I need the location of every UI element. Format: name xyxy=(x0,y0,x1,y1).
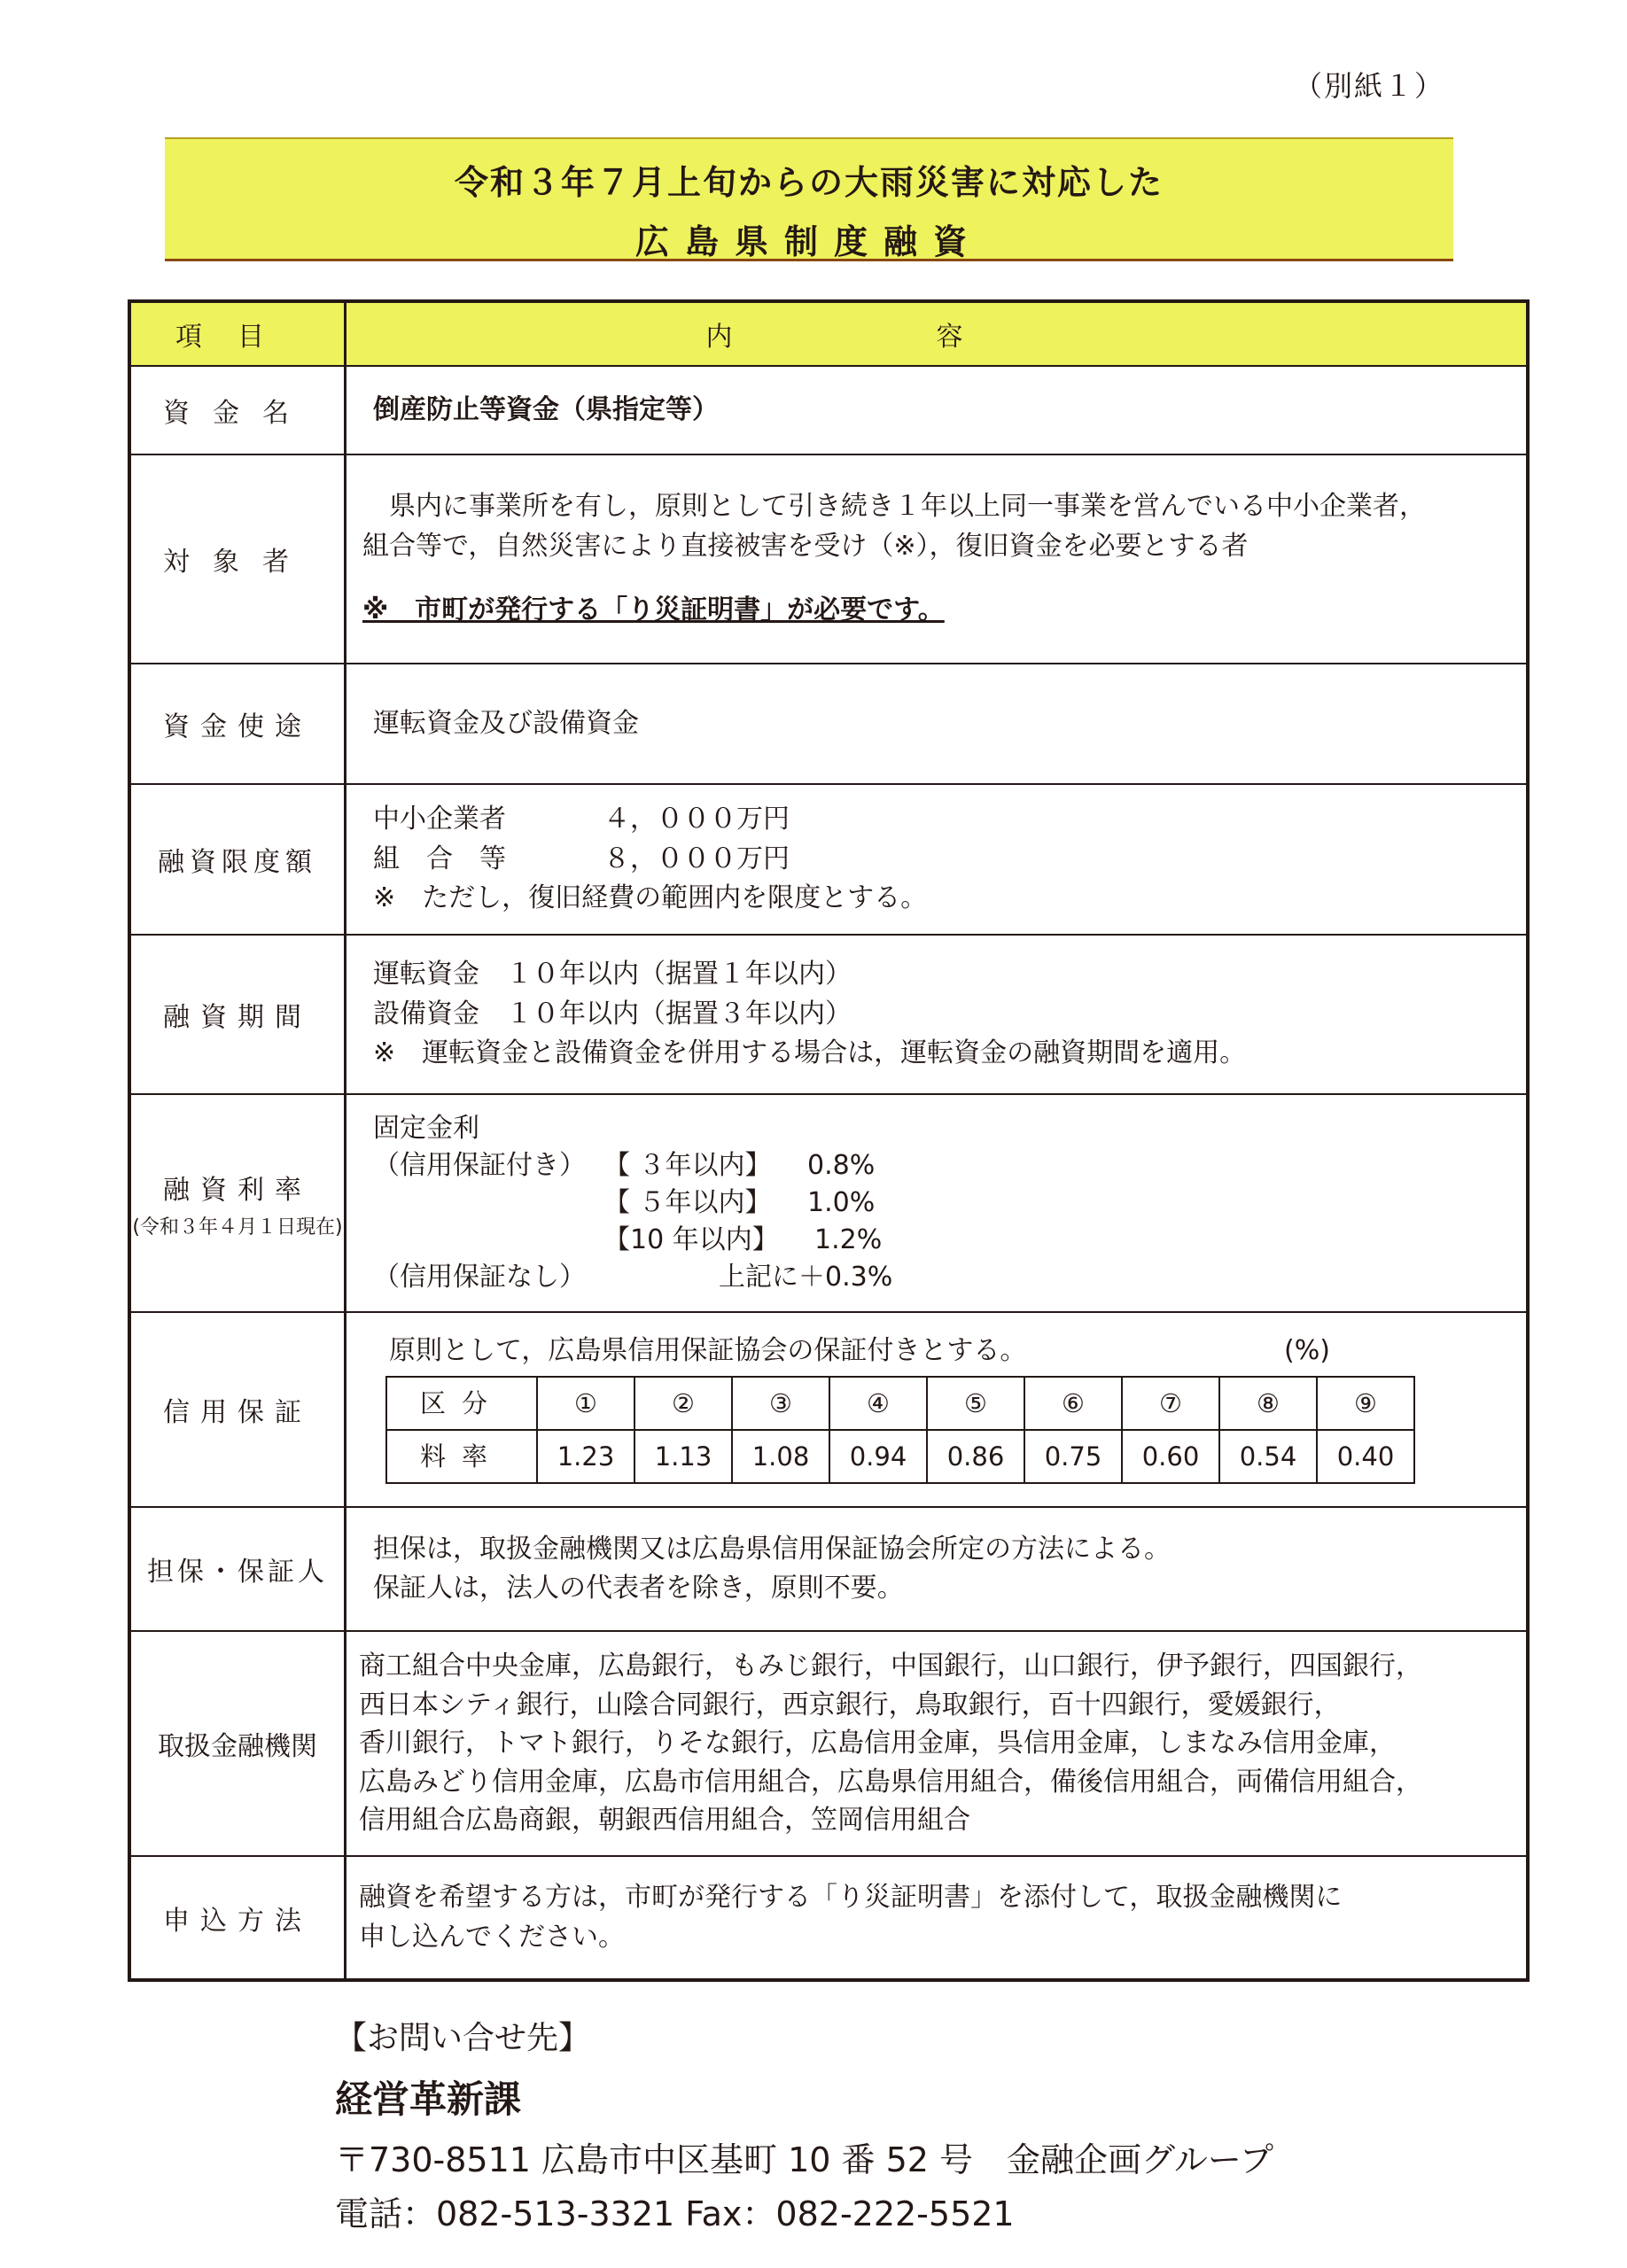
limit-name-1: 中小企業者 xyxy=(373,804,506,835)
limit-amount-2: ８，０００万円 xyxy=(603,843,790,874)
bank-list-line: 信用組合広島商銀，朝銀西信用組合，笠岡信用組合 xyxy=(359,1805,970,1837)
fee-rate: 1.08 xyxy=(732,1430,829,1483)
fee-category: ⑥ xyxy=(1024,1377,1122,1430)
label-banks: 取扱金融機関 xyxy=(129,1631,346,1856)
contact-department: 経営革新課 xyxy=(335,2078,522,2121)
row-guarantee xyxy=(129,1312,1528,1507)
label-limit: 融資限度額 xyxy=(129,784,346,935)
fee-rate-row xyxy=(386,1430,1414,1483)
label-use: 資金使途 xyxy=(129,664,346,784)
fee-category: ③ xyxy=(732,1377,829,1430)
value-period xyxy=(346,935,1529,1094)
contact-phone-fax: 電話：082-513-3321 Fax：082-222-5521 xyxy=(335,2194,1015,2233)
collateral-line-2: 保証人は，法人の代表者を除き，原則不要。 xyxy=(373,1573,904,1604)
period-line-1: 運転資金 １０年以内（据置１年以内） xyxy=(373,959,852,990)
label-collateral: 担保・保証人 xyxy=(129,1507,346,1631)
rate-fixed: 固定金利 xyxy=(373,1113,479,1144)
row-limit xyxy=(129,784,1528,935)
contact-block xyxy=(335,2013,1273,2235)
limit-note: ※ ただし，復旧経費の範囲内を限度とする。 xyxy=(373,882,928,914)
value-guarantee xyxy=(346,1312,1529,1507)
value-collateral xyxy=(346,1507,1529,1631)
contact-address: 〒730-8511 広島市中区基町 10 番 52 号 金融企画グループ xyxy=(335,2140,1274,2179)
bank-list-line: 香川銀行，トマト銀行，りそな銀行，広島信用金庫，呉信用金庫，しまなみ信用金庫， xyxy=(359,1728,1396,1759)
label-target: 対象者 xyxy=(129,454,346,664)
title-line-1: 令和３年７月上旬からの大雨災害に対応した xyxy=(454,163,1164,202)
rate-unguaranteed: （信用保証なし） xyxy=(373,1262,586,1293)
row-apply xyxy=(129,1856,1528,1980)
guarantee-unit: (%) xyxy=(1284,1334,1330,1366)
limit-amount-1: ４，０００万円 xyxy=(603,804,790,835)
rate-value-2: 1.0% xyxy=(807,1187,876,1218)
row-rate xyxy=(129,1094,1528,1312)
period-line-2: 設備資金 １０年以内（据置３年以内） xyxy=(373,998,852,1029)
row-target xyxy=(129,454,1528,664)
fee-category: ⑧ xyxy=(1219,1377,1317,1430)
fee-category: ② xyxy=(634,1377,732,1430)
title-banner xyxy=(165,137,1453,261)
fee-rate: 0.75 xyxy=(1024,1430,1122,1483)
rate-term-2: 【 ５年以内】 xyxy=(603,1187,772,1218)
value-banks xyxy=(346,1631,1529,1856)
rate-term-1: 【 ３年以内】 xyxy=(603,1150,772,1181)
label-fund-name: 資金名 xyxy=(129,366,346,454)
row-use xyxy=(129,664,1528,784)
fee-rate: 1.13 xyxy=(634,1430,732,1483)
label-rate-date: (令和３年４月１日現在) xyxy=(132,1216,343,1239)
row-banks xyxy=(129,1631,1528,1856)
label-guarantee: 信用保証 xyxy=(129,1312,346,1507)
value-fund-name: 倒産防止等資金（県指定等） xyxy=(346,366,1529,454)
label-period: 融資期間 xyxy=(129,935,346,1094)
value-use: 運転資金及び設備資金 xyxy=(346,664,1529,784)
target-line-1: 県内に事業所を有し，原則として引き続き１年以上同一事業を営んでいる中小企業者， xyxy=(389,491,1426,523)
period-note: ※ 運転資金と設備資金を併用する場合は，運転資金の融資期間を適用。 xyxy=(373,1037,1247,1069)
fee-category-label: 区分 xyxy=(386,1377,537,1430)
fee-category: ⑦ xyxy=(1122,1377,1219,1430)
fee-rate: 0.54 xyxy=(1219,1430,1317,1483)
header-content: 内容 xyxy=(346,301,1529,366)
target-note: ※ 市町が発行する「り災証明書」が必要です。 xyxy=(362,594,945,626)
header-item: 項目 xyxy=(129,301,346,366)
guarantee-fee-table xyxy=(385,1376,1415,1484)
fee-category: ⑤ xyxy=(927,1377,1024,1430)
label-rate-cell xyxy=(129,1094,346,1312)
apply-line-2: 申し込んでください。 xyxy=(359,1921,625,1953)
rate-guaranteed: （信用保証付き） xyxy=(373,1150,586,1181)
fee-rate: 1.23 xyxy=(537,1430,634,1483)
row-period xyxy=(129,935,1528,1094)
row-collateral xyxy=(129,1507,1528,1631)
rate-value-3: 1.2% xyxy=(814,1224,883,1255)
rate-term-3: 【10 年以内】 xyxy=(603,1224,779,1255)
bank-list-line: 広島みどり信用金庫，広島市信用組合，広島県信用組合，備後信用組合，両備信用組合， xyxy=(359,1766,1422,1798)
label-rate: 融資利率 xyxy=(163,1174,312,1206)
fee-category-row xyxy=(386,1377,1414,1430)
guarantee-text: 原則として，広島県信用保証協会の保証付きとする。 xyxy=(389,1334,1027,1366)
rate-grid xyxy=(373,1147,1510,1296)
label-apply: 申込方法 xyxy=(129,1856,346,1980)
annex-label: （別紙１） xyxy=(1294,69,1445,103)
rate-extra: 上記に＋0.3% xyxy=(719,1262,893,1293)
value-target xyxy=(346,454,1529,664)
fee-rate: 0.86 xyxy=(927,1430,1024,1483)
value-rate xyxy=(346,1094,1529,1312)
fee-category: ① xyxy=(537,1377,634,1430)
table-header-row xyxy=(129,301,1528,366)
fee-rate: 0.60 xyxy=(1122,1430,1219,1483)
target-line-2: 組合等で，自然災害により直接被害を受け（※），復旧資金を必要とする者 xyxy=(362,530,1249,562)
limit-name-2: 組 合 等 xyxy=(373,843,506,874)
row-fund-name xyxy=(129,366,1528,454)
fee-category: ⑨ xyxy=(1317,1377,1414,1430)
value-apply xyxy=(346,1856,1529,1980)
apply-line-1: 融資を希望する方は，市町が発行する「り災証明書」を添付して，取扱金融機関に xyxy=(359,1882,1343,1914)
fee-rate: 0.94 xyxy=(829,1430,927,1483)
contact-heading: 【お問い合せ先】 xyxy=(335,2020,591,2056)
fee-category: ④ xyxy=(829,1377,927,1430)
fee-rate-label: 料率 xyxy=(386,1430,537,1483)
bank-list-line: 商工組合中央金庫，広島銀行，もみじ銀行，中国銀行，山口銀行，伊予銀行，四国銀行， xyxy=(359,1651,1422,1682)
title-line-2: 広島県制度融資 xyxy=(634,222,983,261)
fee-rate: 0.40 xyxy=(1317,1430,1414,1483)
rate-value-1: 0.8% xyxy=(807,1150,876,1181)
collateral-line-1: 担保は，取扱金融機関又は広島県信用保証協会所定の方法による。 xyxy=(373,1533,1171,1565)
value-limit xyxy=(346,784,1529,935)
loan-info-table xyxy=(128,299,1530,1982)
bank-list-line: 西日本シティ銀行，山陰合同銀行，西京銀行，鳥取銀行，百十四銀行，愛媛銀行， xyxy=(359,1689,1341,1720)
